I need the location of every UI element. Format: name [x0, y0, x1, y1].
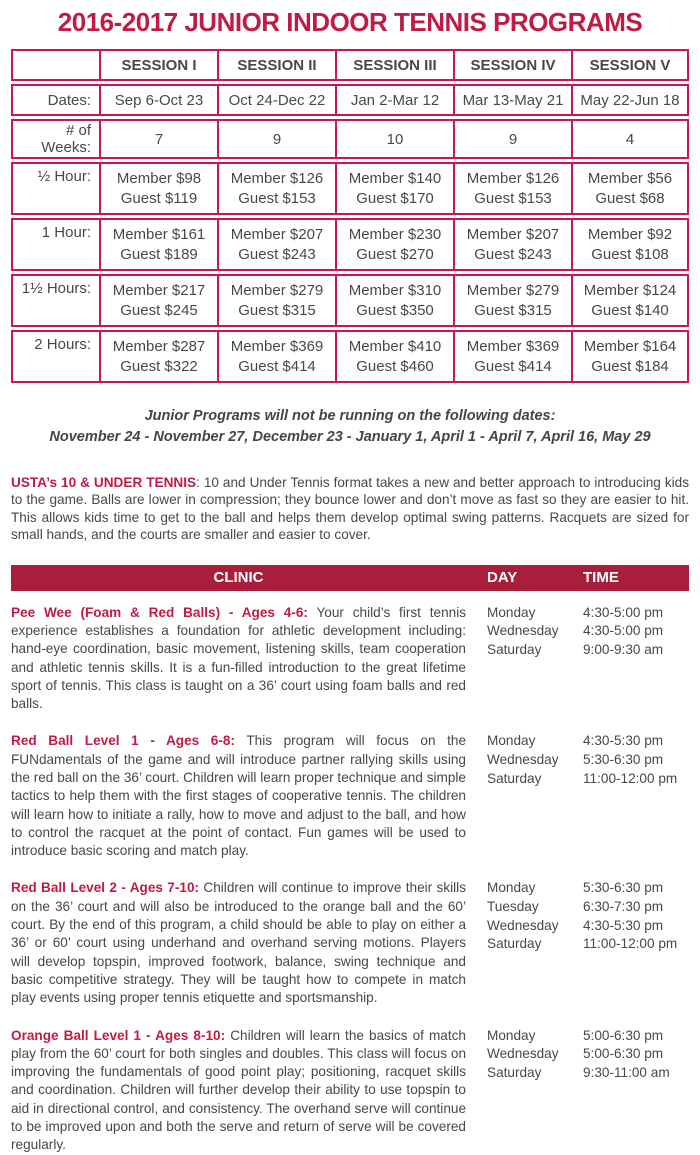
- day-column-header: DAY: [487, 569, 518, 587]
- price-cell: [571, 162, 689, 215]
- clinic-description: [11, 879, 466, 1007]
- member-price: Member $310: [348, 281, 442, 299]
- schedule-day: Monday: [487, 604, 536, 620]
- schedule-time: 11:00-12:00 pm: [583, 770, 678, 786]
- member-price: Member $369: [230, 337, 324, 355]
- clinic-times: [583, 604, 689, 660]
- member-price: Member $410: [348, 337, 442, 355]
- clinic-list: [11, 604, 689, 1155]
- clinic-name: Pee Wee (Foam & Red Balls) - Ages 4-6:: [11, 604, 308, 620]
- no-program-note-line2: November 24 - November 27, December 23 - January 1, April 1 - April 7, April 16, May 29: [49, 429, 651, 445]
- clinic-days: [487, 879, 583, 953]
- schedule-time: 11:00-12:00 pm: [583, 936, 678, 952]
- price-cell: [99, 218, 217, 271]
- guest-price: Guest $153: [474, 189, 552, 207]
- usta-body: : 10 and Under Tennis format takes a new and better approach to introducing kids to the game. Balls are lower in compression; they bounce lower and don’t move as fast so they are easier to hit. This allows kids time to get to the ball and helps them develop optimal swing patterns. Racquets are sized for small hands, and the courts are smaller and easier to cover.: [11, 475, 689, 543]
- schedule-day: Monday: [487, 880, 536, 896]
- schedule-time: 5:30-6:30 pm: [583, 752, 664, 767]
- clinic-description-text: Children will continue to improve their skills on the 36’ court and will also be introduced to the orange ball and the 60’ court. By the end of this program, a child should be able to play on either a 36’ or 60’ court using underhand and overhand serving motions. Players will develop topspin, improved footwork, balance, swing technique and basic competitive strategy. They will be taught how to compete in match play events using proper tennis etiquette and sportsmanship.: [11, 880, 466, 1006]
- price-cell: [99, 330, 217, 383]
- price-cell: [453, 218, 571, 271]
- clinic-section-red-ball-2: [11, 879, 689, 1007]
- weeks-cell: 4: [571, 119, 689, 159]
- weeks-cell: 10: [335, 119, 453, 159]
- member-price: Member $126: [230, 169, 324, 187]
- weeks-cell: 9: [217, 119, 335, 159]
- schedule-time: 4:30-5:30 pm: [583, 917, 664, 933]
- price-cell: [217, 330, 335, 383]
- price-cell: [571, 330, 689, 383]
- price-cell: [99, 162, 217, 215]
- member-price: Member $287: [112, 337, 206, 355]
- guest-price: Guest $322: [120, 357, 198, 375]
- session-header: SESSION V: [571, 49, 689, 81]
- weeks-row: [11, 119, 689, 159]
- clinic-times: [583, 732, 689, 788]
- price-cell: [335, 162, 453, 215]
- schedule-day: Tuesday: [487, 899, 539, 915]
- guest-price: Guest $243: [238, 245, 316, 263]
- member-price: Member $217: [112, 281, 206, 299]
- clinic-column-header: CLINIC: [213, 569, 264, 587]
- guest-price: Guest $350: [356, 301, 434, 319]
- guest-price: Guest $245: [120, 301, 198, 319]
- guest-price: Guest $140: [591, 301, 669, 319]
- no-program-note: [10, 406, 690, 448]
- session-header: SESSION III: [335, 49, 453, 81]
- table-header-row: [11, 49, 689, 81]
- schedule-time: 9:30-11:00 am: [583, 1064, 670, 1080]
- no-program-note-line1: Junior Programs will not be running on the following dates:: [144, 408, 556, 424]
- schedule-time: 9:00-9:30 am: [583, 641, 664, 657]
- schedule-time: 5:30-6:30 pm: [583, 880, 664, 896]
- schedule-day: Wednesday: [487, 1046, 559, 1062]
- row-label: ½ Hour:: [11, 162, 99, 215]
- clinic-section-orange-ball-1: [11, 1027, 689, 1155]
- schedule-time: 5:00-6:30 pm: [583, 1027, 664, 1043]
- price-cell: [453, 330, 571, 383]
- schedule-day: Saturday: [487, 770, 542, 786]
- clinic-description-text: This program will focus on the FUNdamentals of the game and will introduce partner rallying skills using the red ball on the 36’ court. Children will learn proper technique and simple tactics to help them with the first stages of cooperative tennis. The children will learn how to initiate a rally, how to move and adjust to the ball, and how to control the racquet at the point of contact. Fun games will be used to introduce basic scoring and match play.: [11, 733, 467, 859]
- session-header: SESSION I: [99, 49, 217, 81]
- clinic-days: [487, 1027, 583, 1083]
- clinic-days: [487, 732, 583, 788]
- guest-price: Guest $184: [591, 357, 669, 375]
- member-price: Member $56: [587, 169, 673, 187]
- member-price: Member $92: [587, 225, 673, 243]
- guest-price: Guest $68: [595, 189, 665, 207]
- weeks-cell: 7: [99, 119, 217, 159]
- page-title: 2016-2017 JUNIOR INDOOR TENNIS PROGRAMS: [57, 7, 643, 37]
- guest-price: Guest $315: [474, 301, 552, 319]
- schedule-day: Saturday: [487, 936, 542, 952]
- schedule-day: Wednesday: [487, 752, 559, 767]
- clinic-section-pee-wee: [11, 604, 689, 714]
- date-cell: May 22-Jun 18: [571, 84, 689, 116]
- clinic-header-bar: [11, 565, 689, 591]
- guest-price: Guest $108: [591, 245, 669, 263]
- clinic-description: [11, 732, 466, 860]
- guest-price: Guest $270: [356, 245, 434, 263]
- schedule-time: 4:30-5:00 pm: [583, 604, 664, 620]
- schedule-day: Saturday: [487, 1064, 542, 1080]
- member-price: Member $126: [466, 169, 560, 187]
- member-price: Member $369: [466, 337, 560, 355]
- price-row-half-hour: [11, 162, 689, 215]
- row-label: 2 Hours:: [11, 330, 99, 383]
- row-label: 1½ Hours:: [11, 274, 99, 327]
- schedule-time: 4:30-5:00 pm: [583, 623, 664, 639]
- price-cell: [217, 218, 335, 271]
- guest-price: Guest $414: [474, 357, 552, 375]
- guest-price: Guest $170: [356, 189, 434, 207]
- price-cell: [217, 162, 335, 215]
- member-price: Member $124: [583, 281, 677, 299]
- price-row-one-hour: [11, 218, 689, 271]
- price-cell: [571, 218, 689, 271]
- member-price: Member $279: [466, 281, 560, 299]
- member-price: Member $207: [230, 225, 324, 243]
- schedule-day: Saturday: [487, 641, 542, 657]
- guest-price: Guest $315: [238, 301, 316, 319]
- session-header: SESSION IV: [453, 49, 571, 81]
- price-cell: [453, 274, 571, 327]
- schedule-time: 4:30-5:30 pm: [583, 733, 664, 749]
- member-price: Member $140: [348, 169, 442, 187]
- clinic-description: [11, 604, 466, 714]
- weeks-cell: 9: [453, 119, 571, 159]
- guest-price: Guest $119: [120, 189, 198, 207]
- price-cell: [335, 330, 453, 383]
- clinic-description: [11, 1027, 466, 1155]
- price-cell: [217, 274, 335, 327]
- clinic-days: [487, 604, 583, 660]
- corner-empty-cell: [11, 49, 99, 81]
- schedule-time: 6:30-7:30 pm: [583, 899, 664, 915]
- guest-price: Guest $189: [120, 245, 198, 263]
- price-cell: [571, 274, 689, 327]
- member-price: Member $98: [116, 169, 202, 187]
- clinic-times: [583, 879, 689, 953]
- schedule-day: Monday: [487, 1027, 536, 1043]
- price-cell: [99, 274, 217, 327]
- usta-paragraph: [11, 474, 689, 544]
- row-label: # of Weeks:: [11, 119, 99, 159]
- clinic-name: Orange Ball Level 1 - Ages 8-10:: [11, 1027, 226, 1043]
- price-row-hour-and-half: [11, 274, 689, 327]
- clinic-description-text: Your child’s first tennis experience establishes a foundation for athletic development including: hand-eye coordination, basic movement, listening skills, team cooperation and athletic tennis skills. It is a fun-filled introduction to the great lifetime sport of tennis. This class is taught on a 36’ court using foam balls and red balls.: [11, 604, 467, 712]
- schedule-day: Wednesday: [487, 623, 559, 639]
- date-cell: Mar 13-May 21: [453, 84, 571, 116]
- price-cell: [453, 162, 571, 215]
- pricing-table: [11, 46, 689, 386]
- schedule-day: Wednesday: [487, 917, 559, 933]
- clinic-name: Red Ball Level 2 - Ages 7-10:: [11, 880, 200, 896]
- guest-price: Guest $414: [238, 357, 316, 375]
- date-cell: Oct 24-Dec 22: [217, 84, 335, 116]
- schedule-time: 5:00-6:30 pm: [583, 1046, 664, 1062]
- schedule-day: Monday: [487, 733, 536, 749]
- session-header: SESSION II: [217, 49, 335, 81]
- guest-price: Guest $243: [474, 245, 552, 263]
- date-cell: Jan 2-Mar 12: [335, 84, 453, 116]
- guest-price: Guest $460: [356, 357, 434, 375]
- row-label: Dates:: [11, 84, 99, 116]
- price-cell: [335, 274, 453, 327]
- clinic-description-text: Children will learn the basics of match play from the 60’ court for both singles and doubles. This class will focus on improving the fundamentals of good point play; positioning, racquet skills and coordination. Children will further develop their ability to use topspin to aid in directional control, and consistency. The overhand serve will continue to be improved upon and both the serve and return of serve will be covered regularly.: [11, 1027, 466, 1153]
- guest-price: Guest $153: [238, 189, 316, 207]
- member-price: Member $207: [466, 225, 560, 243]
- clinic-section-red-ball-1: [11, 732, 689, 860]
- price-cell: [335, 218, 453, 271]
- member-price: Member $164: [583, 337, 677, 355]
- clinic-name: Red Ball Level 1 - Ages 6-8:: [11, 733, 235, 749]
- date-cell: Sep 6-Oct 23: [99, 84, 217, 116]
- clinic-times: [583, 1027, 689, 1083]
- member-price: Member $230: [348, 225, 442, 243]
- member-price: Member $279: [230, 281, 324, 299]
- row-label: 1 Hour:: [11, 218, 99, 271]
- time-column-header: TIME: [583, 569, 619, 587]
- usta-lead: USTA’s 10 & UNDER TENNIS: [11, 475, 197, 490]
- price-row-two-hours: [11, 330, 689, 383]
- dates-row: [11, 84, 689, 116]
- member-price: Member $161: [112, 225, 206, 243]
